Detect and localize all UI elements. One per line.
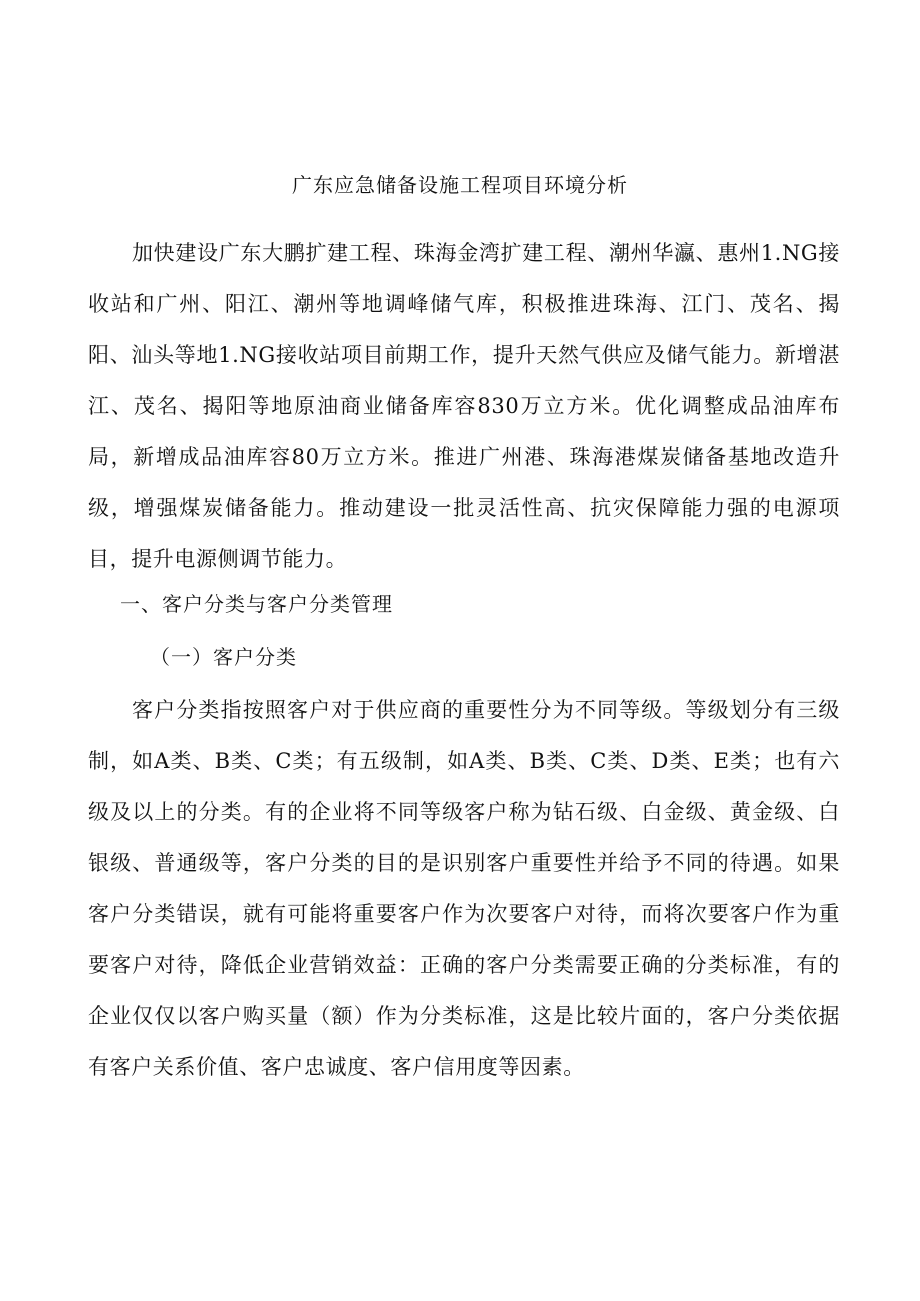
document-title: 广东应急储备设施工程项目环境分析 bbox=[292, 173, 628, 197]
body-paragraph: 客户分类指按照客户对于供应商的重要性分为不同等级。等级划分有三级制，如A类、B类、C类；有五级制，如A类、B类、C类、D类、E类；也有六级及以上的分类。有的企业将不同等级客户称为钻石级、白金级、黄金级、白银级、普通级等，客户分类的目的是识别客户重要性并给予不同的待遇。如果客户分类错误，就有可能将重要客户作为次要客户对待，而将次要客户作为重要客户对待，降低企业营销效益：正确的客户分类需要正确的分类标准，有的企业仅仅以客户购买量（额）作为分类标准，这是比较片面的，客户分类依据有客户关系价值、客户忠诚度、客户信用度等因素。 bbox=[88, 698, 840, 1079]
intro-paragraph: 加快建设广东大鹏扩建工程、珠海金湾扩建工程、潮州华瀛、惠州1.NG接收站和广州、阳江、潮州等地调峰储气库，积极推进珠海、江门、茂名、揭阳、汕头等地1.NG接收站项目前期工作，提升天然气供应及储气能力。新增湛江、茂名、揭阳等地原油商业储备库容830万立方米。优化调整成品油库布局，新增成品油库容80万立方米。推进广州港、珠海港煤炭储备基地改造升级，增强煤炭储备能力。推动建设一批灵活性高、抗灾保障能力强的电源项目，提升电源侧调节能力。 bbox=[88, 241, 840, 571]
section-heading: 一、客户分类与客户分类管理 bbox=[120, 592, 393, 616]
subsection-heading: （一）客户分类 bbox=[150, 645, 297, 669]
